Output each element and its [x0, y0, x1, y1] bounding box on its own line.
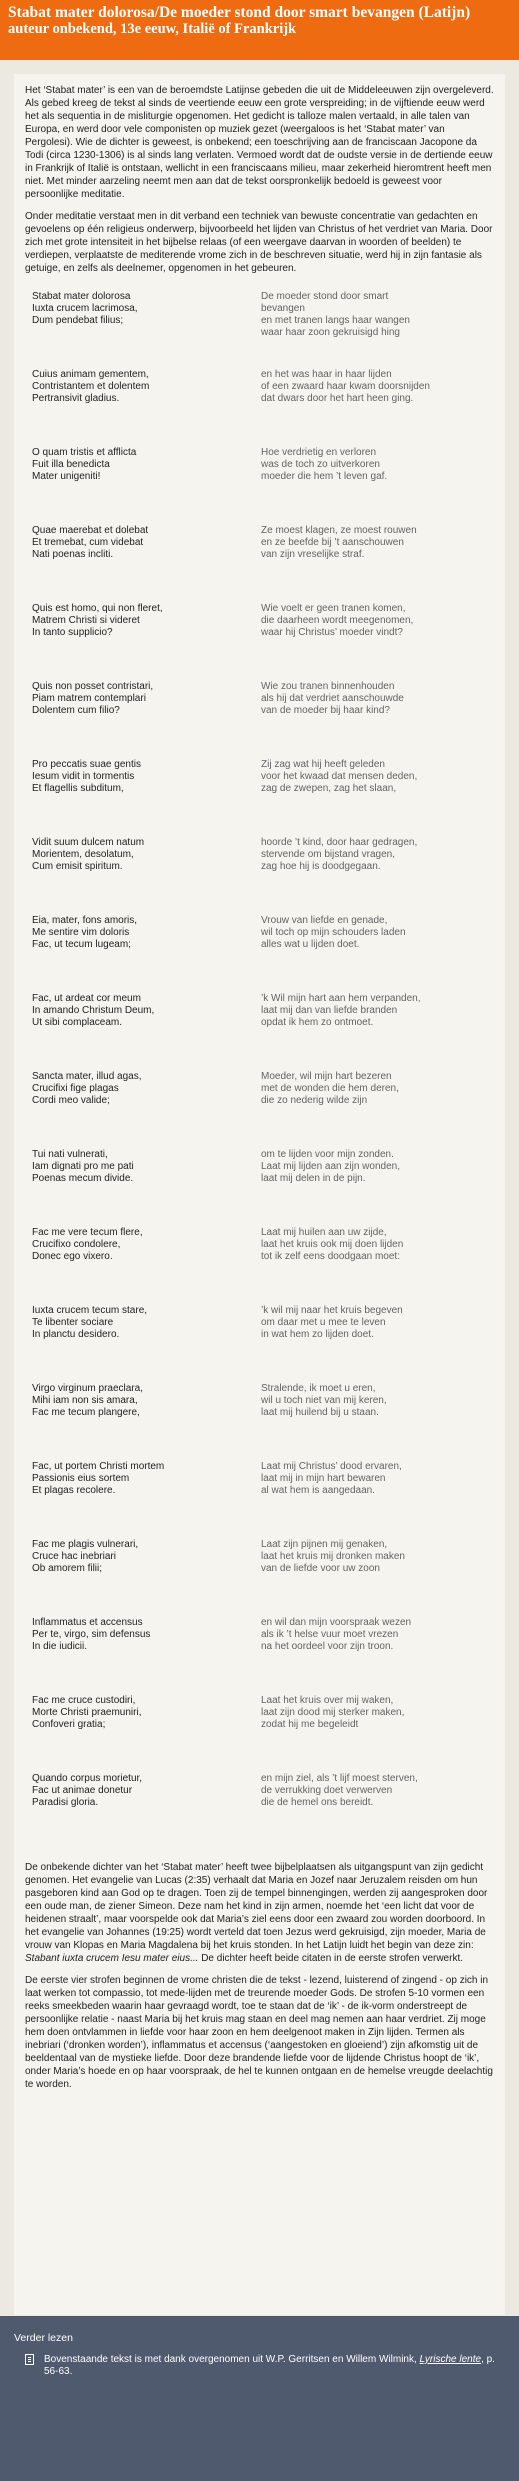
latin-line: Fuit illa benedicta — [32, 459, 110, 470]
stanza — [25, 915, 494, 993]
source-text: Bovenstaande tekst is met dank overgenomen uit W.P. Gerritsen en Willem Wilmink, Lyrische lente, p. 56-63. — [44, 2354, 495, 2377]
dutch-line: waar haar zoon gekruisigd hing — [261, 327, 400, 338]
latin-line: Crucifixo condolere, — [32, 1239, 121, 1250]
outro — [25, 1861, 494, 2091]
latin-line: Donec ego vixero. — [32, 1251, 113, 1262]
dutch-line: moeder die hem ’t leven gaf. — [261, 471, 388, 482]
latin-text — [25, 1461, 261, 1539]
latin-line: Paradisi gloria. — [32, 1797, 99, 1808]
content-panel — [14, 74, 505, 2315]
latin-line: Confoveri gratia; — [32, 1719, 106, 1730]
dutch-line: Wie zou tranen binnenhouden — [261, 681, 395, 692]
dutch-line: De moeder stond door smart — [261, 291, 389, 302]
stanza — [25, 603, 494, 681]
further-reading — [0, 2316, 519, 2481]
latin-line: Cruce hac inebriari — [32, 1551, 116, 1562]
latin-line: Quae maerebat et dolebat — [32, 525, 149, 536]
stanza — [25, 1773, 494, 1851]
stanza — [25, 1149, 494, 1227]
dutch-translation — [261, 1383, 481, 1461]
dutch-translation — [261, 1149, 481, 1227]
dutch-translation — [261, 525, 481, 603]
latin-text — [25, 915, 261, 993]
dutch-line: zag de zwepen, zag het slaan, — [261, 783, 397, 794]
latin-line: In planctu desidero. — [32, 1329, 120, 1340]
dutch-translation — [261, 837, 481, 915]
dutch-line: Laat mij lijden aan zijn wonden, — [261, 1161, 400, 1172]
further-reading-heading: Verder lezen — [14, 2332, 73, 2344]
outro-paragraph — [25, 1974, 494, 2091]
dutch-line: Vrouw van liefde en genade, — [261, 915, 388, 926]
latin-line: Iuxta crucem lacrimosa, — [32, 303, 138, 314]
dutch-line: om daar met u mee te leven — [261, 1317, 386, 1328]
latin-line: Virgo virginum praeclara, — [32, 1383, 143, 1394]
latin-line: Tui nati vulnerati, — [32, 1149, 108, 1160]
latin-line: Poenas mecum divide. — [32, 1173, 134, 1184]
page-title: Stabat mater dolorosa/De moeder stond door smart bevangen (Latijn) — [8, 4, 471, 21]
dutch-line: Stralende, ik moet u eren, — [261, 1383, 376, 1394]
dutch-line: en mijn ziel, als ’t lijf moest sterven, — [261, 1773, 418, 1784]
dutch-line: laat mij huilend bij u staan. — [261, 1407, 379, 1418]
dutch-line: of een zwaard haar kwam doorsnijden — [261, 381, 430, 392]
stanza — [25, 525, 494, 603]
latin-text — [25, 1773, 261, 1851]
dutch-line: en wil dan mijn voorspraak wezen — [261, 1617, 412, 1628]
dutch-line: laat mij dan van liefde branden — [261, 1005, 398, 1016]
latin-text — [25, 1383, 261, 1461]
poem — [25, 291, 494, 1851]
latin-line: Matrem Christi si videret — [32, 615, 140, 626]
outro-quote: Stabant iuxta crucem Iesu mater eius... — [25, 1953, 199, 1964]
dutch-line: van zijn vreselijke straf. — [261, 549, 365, 560]
dutch-line: tot ik zelf eens doodgaan moet: — [261, 1251, 400, 1262]
dutch-line: laat het kruis mij dronken maken — [261, 1551, 405, 1562]
dutch-line: met de wonden die hem deren, — [261, 1083, 399, 1094]
latin-text — [25, 837, 261, 915]
dutch-line: wil u toch niet van mij keren, — [261, 1395, 387, 1406]
dutch-line: Laat mij Christus’ dood ervaren, — [261, 1461, 402, 1472]
dutch-line: als ik ’t helse vuur moet vrezen — [261, 1629, 399, 1640]
latin-text — [25, 1071, 261, 1149]
latin-line: Dum pendebat filius; — [32, 315, 124, 326]
latin-line: Ob amorem filii; — [32, 1563, 103, 1574]
stanza — [25, 759, 494, 837]
latin-line: Iuxta crucem tecum stare, — [32, 1305, 148, 1316]
latin-text — [25, 681, 261, 759]
dutch-line: wil toch op mijn schouders laden — [261, 927, 406, 938]
dutch-line: ’k wil mij naar het kruis begeven — [261, 1305, 403, 1316]
latin-line: Te libenter sociare — [32, 1317, 114, 1328]
latin-line: Nati poenas incliti. — [32, 549, 114, 560]
dutch-translation — [261, 681, 481, 759]
dutch-line: Laat het kruis over mij waken, — [261, 1695, 394, 1706]
stanza — [25, 1539, 494, 1617]
dutch-line: Ze moest klagen, ze moest rouwen — [261, 525, 417, 536]
dutch-line: en met tranen langs haar wangen — [261, 315, 410, 326]
dutch-line: laat mij delen in de pijn. — [261, 1173, 366, 1184]
latin-line: Fac ut animae donetur — [32, 1785, 133, 1796]
dutch-line: waar hij Christus’ moeder vindt? — [261, 627, 403, 638]
latin-line: Fac me tecum plangere, — [32, 1407, 140, 1418]
dutch-line: die zo nederig wilde zijn — [261, 1095, 368, 1106]
dutch-translation — [261, 993, 481, 1071]
latin-line: Per te, virgo, sim defensus — [32, 1629, 151, 1640]
dutch-line: en het was haar in haar lijden — [261, 369, 392, 380]
latin-text — [25, 1617, 261, 1695]
stanza — [25, 1383, 494, 1461]
dutch-translation — [261, 1461, 481, 1539]
latin-text — [25, 1149, 261, 1227]
dutch-line: opdat ik hem zo ontmoet. — [261, 1017, 374, 1028]
dutch-translation — [261, 915, 481, 993]
latin-line: Stabat mater dolorosa — [32, 291, 131, 302]
dutch-translation — [261, 369, 481, 447]
dutch-line: van de moeder bij haar kind? — [261, 705, 390, 716]
latin-line: Et plagas recolere. — [32, 1485, 116, 1496]
latin-line: Contristantem et dolentem — [32, 381, 150, 392]
intro-paragraph: Onder meditatie verstaat men in dit verband een techniek van bewuste concentratie van gedachten en gevoelens op één religieus onderwerp, bijvoorbeeld het lijden van Christus of het verdriet van Maria. Door zich met grote intensiteit in het bijbelse relaas (of een weergave daarvan in woorden of beelden) te verdiepen, verplaatste de mediterende vrome zich in de beschreven situatie, werd hij in zijn fantasie als getuige, en zelfs als deelnemer, opgenomen in het gebeuren. — [25, 211, 493, 274]
dutch-line: voor het kwaad dat mensen deden, — [261, 771, 418, 782]
dutch-translation — [261, 1617, 481, 1695]
stanza — [25, 447, 494, 525]
dutch-translation — [261, 1695, 481, 1773]
dutch-line: al wat hem is aangedaan. — [261, 1485, 375, 1496]
latin-text — [25, 1695, 261, 1773]
latin-line: Iesum vidit in tormentis — [32, 771, 135, 782]
dutch-line: laat mij in mijn hart bewaren — [261, 1473, 386, 1484]
latin-line: Vidit suum dulcem natum — [32, 837, 145, 848]
latin-line: Dolentem cum filio? — [32, 705, 120, 716]
dutch-line: laat het kruis ook mij doen lijden — [261, 1239, 404, 1250]
latin-line: Mihi iam non sis amara, — [32, 1395, 138, 1406]
dutch-line: en ze beefde bij ’t aanschouwen — [261, 537, 404, 548]
latin-line: Ut sibi complaceam. — [32, 1017, 123, 1028]
latin-line: Et tremebat, cum videbat — [32, 537, 144, 548]
latin-text — [25, 603, 261, 681]
latin-line: Fac, ut tecum lugeam; — [32, 939, 131, 950]
latin-line: Pro peccatis suae gentis — [32, 759, 141, 770]
latin-line: Mater unigeniti! — [32, 471, 101, 482]
stanza — [25, 369, 494, 447]
latin-line: Morientem, desolatum, — [32, 849, 134, 860]
latin-line: In tanto supplicio? — [32, 627, 113, 638]
latin-line: Fac me cruce custodiri, — [32, 1695, 136, 1706]
dutch-line: Laat mij huilen aan uw zijde, — [261, 1227, 387, 1238]
latin-line: Quis est homo, qui non fleret, — [32, 603, 163, 614]
dutch-line: die de hemel ons bereidt. — [261, 1797, 374, 1808]
dutch-line: na het oordeel voor zijn troon. — [261, 1641, 394, 1652]
latin-line: Iam dignati pro me pati — [32, 1161, 134, 1172]
dutch-translation — [261, 447, 481, 525]
latin-line: O quam tristis et afflicta — [32, 447, 137, 458]
latin-line: Sancta mater, illud agas, — [32, 1071, 142, 1082]
latin-text — [25, 1305, 261, 1383]
dutch-line: zag hoe hij is doodgegaan. — [261, 861, 381, 872]
dutch-line: laat zijn dood mij sterker maken, — [261, 1707, 405, 1718]
latin-line: Quis non posset contristari, — [32, 681, 154, 692]
latin-line: Fac, ut portem Christi mortem — [32, 1461, 165, 1472]
dutch-translation — [261, 1071, 481, 1149]
stanza — [25, 291, 494, 369]
page-subtitle: auteur onbekend, 13e eeuw, Italië of Frankrijk — [8, 21, 297, 37]
dutch-line: in wat hem zo lijden doet. — [261, 1329, 374, 1340]
latin-line: In amando Christum Deum, — [32, 1005, 155, 1016]
dutch-line: alles wat u lijden doet. — [261, 939, 360, 950]
dutch-line: om te lijden voor mijn zonden. — [261, 1149, 394, 1160]
latin-line: Cordi meo valide; — [32, 1095, 110, 1106]
latin-text — [25, 1539, 261, 1617]
latin-text — [25, 447, 261, 525]
dutch-line: Hoe verdrietig en verloren — [261, 447, 377, 458]
latin-line: Inflammatus et accensus — [32, 1617, 143, 1628]
dutch-line: dat dwars door het hart heen ging. — [261, 393, 414, 404]
latin-line: Et flagellis subditum, — [32, 783, 124, 794]
stanza — [25, 1071, 494, 1149]
latin-line: Cuius animam gementem, — [32, 369, 149, 380]
outro-text-after: De dichter heeft beide citaten in de eerste strofen verwerkt. — [198, 1953, 464, 1964]
dutch-translation — [261, 603, 481, 681]
book-icon — [25, 2354, 34, 2365]
latin-line: Cum emisit spiritum. — [32, 861, 123, 872]
latin-line: Fac me plagis vulnerari, — [32, 1539, 139, 1550]
latin-text — [25, 1227, 261, 1305]
stanza — [25, 1461, 494, 1539]
dutch-translation — [261, 291, 481, 369]
stanza — [25, 1305, 494, 1383]
dutch-line: zodat hij me begeleidt — [261, 1719, 359, 1730]
latin-line: Piam matrem contemplari — [32, 693, 146, 704]
intro-paragraph: Het ‘Stabat mater’ is een van de beroemdste Latijnse gebeden die uit de Middeleeuwen zijn overgeleverd. Als gebed kreeg de tekst al sinds de veertiende eeuw een grote verspreiding; in de vijftiende eeuw werd het als sequentia in de misliturgie opgenomen. Het gedicht is talloze malen vertaald, in alle talen van Europa, en werd door vele componisten op muziek gezet (weergaloos is het ‘Stabat mater’ van Pergolesi). Wie de dichter is geweest, is onbekend; een toeschrijving aan de franciscaan Jacopone da Todi (circa 1230-1306) is al sinds lang verlaten. Vermoed wordt dat de oudste versie in de dertiende eeuw in Frankrijk of Italië is ontstaan, wellicht in een franciscaans milieu, maar zekerheid hieromtrent heeft men niet. Met minder aarzeling neemt men aan dat de tekst oorspronkelijk bedoeld is geweest voor persoonlijke meditatie. — [25, 85, 494, 200]
latin-text — [25, 525, 261, 603]
dutch-line: de verrukking doet verwerven — [261, 1785, 393, 1796]
latin-line: Passionis eius sortem — [32, 1473, 130, 1484]
outro-text: De eerste vier strofen beginnen de vrome christen die de tekst - lezend, luisterend of zingend - op zich in laat werken tot compassio, tot mede-lijden met de treurende moeder Gods. De strofen 5-10 vormen een reeks smeekbeden waarin haar gevraagd wordt, toe te staan dat de ‘ik’ - de ik-vorm onderstreept de persoonlijke relatie - naast Maria bij het kruis mag staan en deel mag nemen aan haar verdriet. Zij moge hem doen ontvlammen in liefde voor haar zoon en hem deelgenoot maken in Zijn lijden. Termen als inebriari (‘dronken worden’), inflammatus et accensus (‘aangestoken en gloeiend’) zijn afkomstig uit de beeldentaal van de mystieke liefde. Door deze brandende liefde voor de lijdende Christus hoopt de ‘ik’, onder Maria’s hoede en op haar voorspraak, de hel te kunnen ontgaan en de hemelse vreugde deelachtig te worden. — [25, 1975, 493, 2090]
latin-text — [25, 369, 261, 447]
latin-text — [25, 291, 261, 369]
intro — [25, 84, 494, 275]
outro-paragraph — [25, 1861, 494, 1965]
dutch-line: van de liefde voor uw zoon — [261, 1563, 380, 1574]
latin-line: Pertransivit gladius. — [32, 393, 120, 404]
latin-line: Me sentire vim doloris — [32, 927, 130, 938]
latin-line: Fac me vere tecum flere, — [32, 1227, 143, 1238]
latin-line: Crucifixi fige plagas — [32, 1083, 119, 1094]
stanza — [25, 681, 494, 759]
dutch-line: die daarheen wordt meegenomen, — [261, 615, 414, 626]
page-header — [0, 0, 519, 60]
dutch-line: stervende om bijstand vragen, — [261, 849, 395, 860]
dutch-line: Moeder, wil mijn hart bezeren — [261, 1071, 392, 1082]
dutch-translation — [261, 1227, 481, 1305]
dutch-line: Wie voelt er geen tranen komen, — [261, 603, 406, 614]
latin-line: Morte Christi praemuniri, — [32, 1707, 142, 1718]
dutch-translation — [261, 759, 481, 837]
dutch-line: bevangen — [261, 303, 305, 314]
stanza — [25, 837, 494, 915]
dutch-translation — [261, 1539, 481, 1617]
source-link[interactable]: Lyrische lente — [419, 2354, 482, 2365]
stanza — [25, 1227, 494, 1305]
latin-line: Fac, ut ardeat cor meum — [32, 993, 141, 1004]
dutch-line: Laat zijn pijnen mij genaken, — [261, 1539, 388, 1550]
latin-text — [25, 993, 261, 1071]
dutch-line: was de toch zo uitverkoren — [261, 459, 380, 470]
latin-line: Quando corpus morietur, — [32, 1773, 143, 1784]
latin-line: Eia, mater, fons amoris, — [32, 915, 138, 926]
stanza — [25, 1695, 494, 1773]
dutch-line: als hij dat verdriet aanschouwde — [261, 693, 404, 704]
dutch-line: Zij zag wat hij heeft geleden — [261, 759, 385, 770]
dutch-line: hoorde ’t kind, door haar gedragen, — [261, 837, 418, 848]
latin-text — [25, 759, 261, 837]
dutch-translation — [261, 1305, 481, 1383]
source-note — [14, 2354, 505, 2378]
latin-line: In die iudicii. — [32, 1641, 88, 1652]
dutch-line: ’k Wil mijn hart aan hem verpanden, — [261, 993, 421, 1004]
stanza — [25, 993, 494, 1071]
outro-text: De onbekende dichter van het ‘Stabat mater’ heeft twee bijbelplaatsen als uitgangspunt van zijn gedicht genomen. Het evangelie van Lucas (2:35) verhaalt dat Maria en Jozef naar Jeruzalem reisden om hun pasgeboren kind aan God op te dragen. Toen zij de tempel binnengingen, werden zij aangesproken door een oude man, de ziener Simeon. Deze nam het kind in zijn armen, noemde het ‘een licht dat voor de heidenen straalt’, maar voorspelde ook dat Maria’s ziel eens door een zwaard zou worden doorboord. In het evangelie van Johannes (19:25) wordt verteld dat toen Jezus werd gekruisigd, zijn moeder, Maria de vrouw van Klopas en Maria Magdalena bij het kruis stonden. In het Latijn luidt het begin van deze zin: — [25, 1862, 488, 1951]
stanza — [25, 1617, 494, 1695]
dutch-translation — [261, 1773, 481, 1851]
